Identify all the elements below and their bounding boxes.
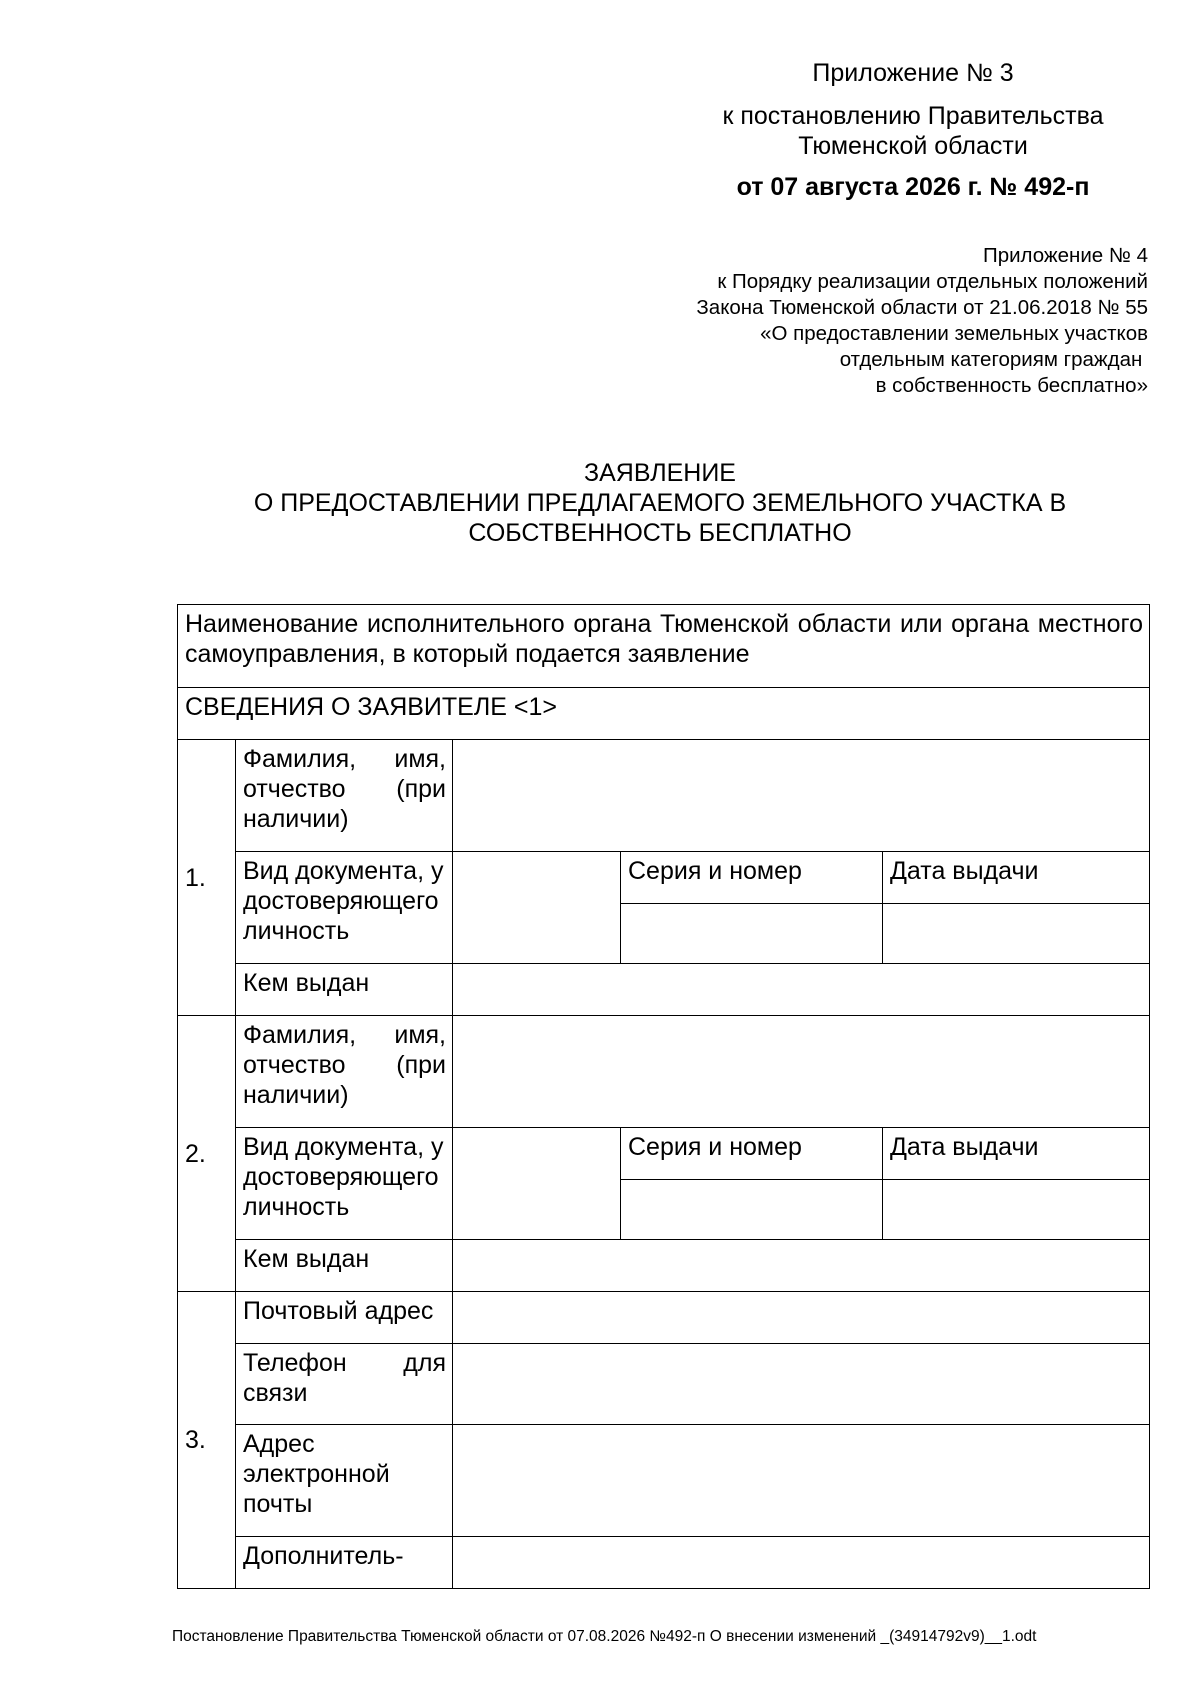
title-line2: О ПРЕДОСТАВЛЕНИИ ПРЕДЛАГАЕМОГО ЗЕМЕЛЬНОГО УЧАСТКА В [253, 489, 1067, 517]
additional-row [178, 1537, 1150, 1589]
issue-date-label: Дата выдачи [883, 852, 1150, 904]
applicant-section-heading: СВЕДЕНИЯ О ЗАЯВИТЕЛЕ <1> [178, 688, 1150, 740]
subappendix-line: отдельным категориям граждан [839, 348, 1148, 371]
email-input-cell[interactable] [453, 1425, 1150, 1537]
additional-input-cell[interactable] [453, 1537, 1150, 1589]
applicant-2-fio-row [178, 1016, 1150, 1128]
doc-type-input-cell[interactable] [453, 1128, 621, 1240]
applicant-2-issued-row [178, 1240, 1150, 1292]
subappendix-block [696, 243, 1148, 399]
additional-label: Дополнитель- [236, 1537, 453, 1589]
document-title [160, 458, 1160, 548]
issue-date-input-cell[interactable] [883, 1180, 1150, 1240]
issued-by-label: Кем выдан [236, 1240, 453, 1292]
subappendix-line: в собственность бесплатно» [875, 374, 1148, 397]
issued-by-input-cell[interactable] [453, 964, 1150, 1016]
phone-input-cell[interactable] [453, 1344, 1150, 1425]
series-input-cell[interactable] [621, 1180, 883, 1240]
applicant-2-doc-row [178, 1128, 1150, 1180]
email-label: Адрес электронной почты [236, 1425, 453, 1537]
fio-input-cell[interactable] [453, 1016, 1150, 1128]
subappendix-line: к Порядку реализации отдельных положений [717, 270, 1148, 293]
applicant-number: 1. [178, 740, 236, 1016]
postal-row [178, 1292, 1150, 1344]
subappendix-line: Закона Тюменской области от 21.06.2018 № 55 [696, 296, 1148, 319]
issue-date-label: Дата выдачи [883, 1128, 1150, 1180]
authority-row [178, 605, 1150, 688]
issue-date-input-cell[interactable] [883, 904, 1150, 964]
doc-type-input-cell[interactable] [453, 852, 621, 964]
applicant-1-doc-row [178, 852, 1150, 904]
applicant-number: 2. [178, 1016, 236, 1292]
doc-type-label: Вид документа, удостоверяющего личность [236, 1128, 453, 1240]
subappendix-line: Приложение № 4 [982, 244, 1148, 267]
decree-reference-line2: Тюменской области [798, 132, 1028, 160]
issued-by-input-cell[interactable] [453, 1240, 1150, 1292]
applicant-section-row [178, 688, 1150, 740]
series-label: Серия и номер [621, 852, 883, 904]
contacts-number: 3. [178, 1292, 236, 1589]
postal-address-label: Почтовый адрес [236, 1292, 453, 1344]
appendix-title: Приложение № 3 [812, 59, 1014, 87]
document-footer: Постановление Правительства Тюменской области от 07.08.2026 №492-п О внесении изменений _(34914792v9)__1.odt [172, 1628, 1037, 1645]
title-line1: ЗАЯВЛЕНИЕ [583, 459, 736, 487]
subappendix-line: «О предоставлении земельных участков [760, 322, 1148, 345]
application-form-table [177, 604, 1150, 1589]
authority-label: Наименование исполнительного органа Тюменской области или органа местного самоуправления, в который подается заявление [178, 605, 1150, 688]
postal-address-input-cell[interactable] [453, 1292, 1150, 1344]
issued-by-label: Кем выдан [236, 964, 453, 1016]
phone-row [178, 1344, 1150, 1425]
email-row [178, 1425, 1150, 1537]
fio-label: Фамилия, имя, отчество (при наличии) [236, 1016, 453, 1128]
phone-label: Телефон для связи [236, 1344, 453, 1425]
title-line3: СОБСТВЕННОСТЬ БЕСПЛАТНО [468, 519, 852, 547]
decree-date: от 07 августа 2026 г. № 492-п [736, 173, 1090, 201]
fio-input-cell[interactable] [453, 740, 1150, 852]
decree-reference-line1: к постановлению Правительства [722, 102, 1104, 130]
series-label: Серия и номер [621, 1128, 883, 1180]
applicant-1-fio-row [178, 740, 1150, 852]
series-input-cell[interactable] [621, 904, 883, 964]
fio-label: Фамилия, имя, отчество (при наличии) [236, 740, 453, 852]
applicant-1-issued-row [178, 964, 1150, 1016]
doc-type-label: Вид документа, удостоверяющего личность [236, 852, 453, 964]
